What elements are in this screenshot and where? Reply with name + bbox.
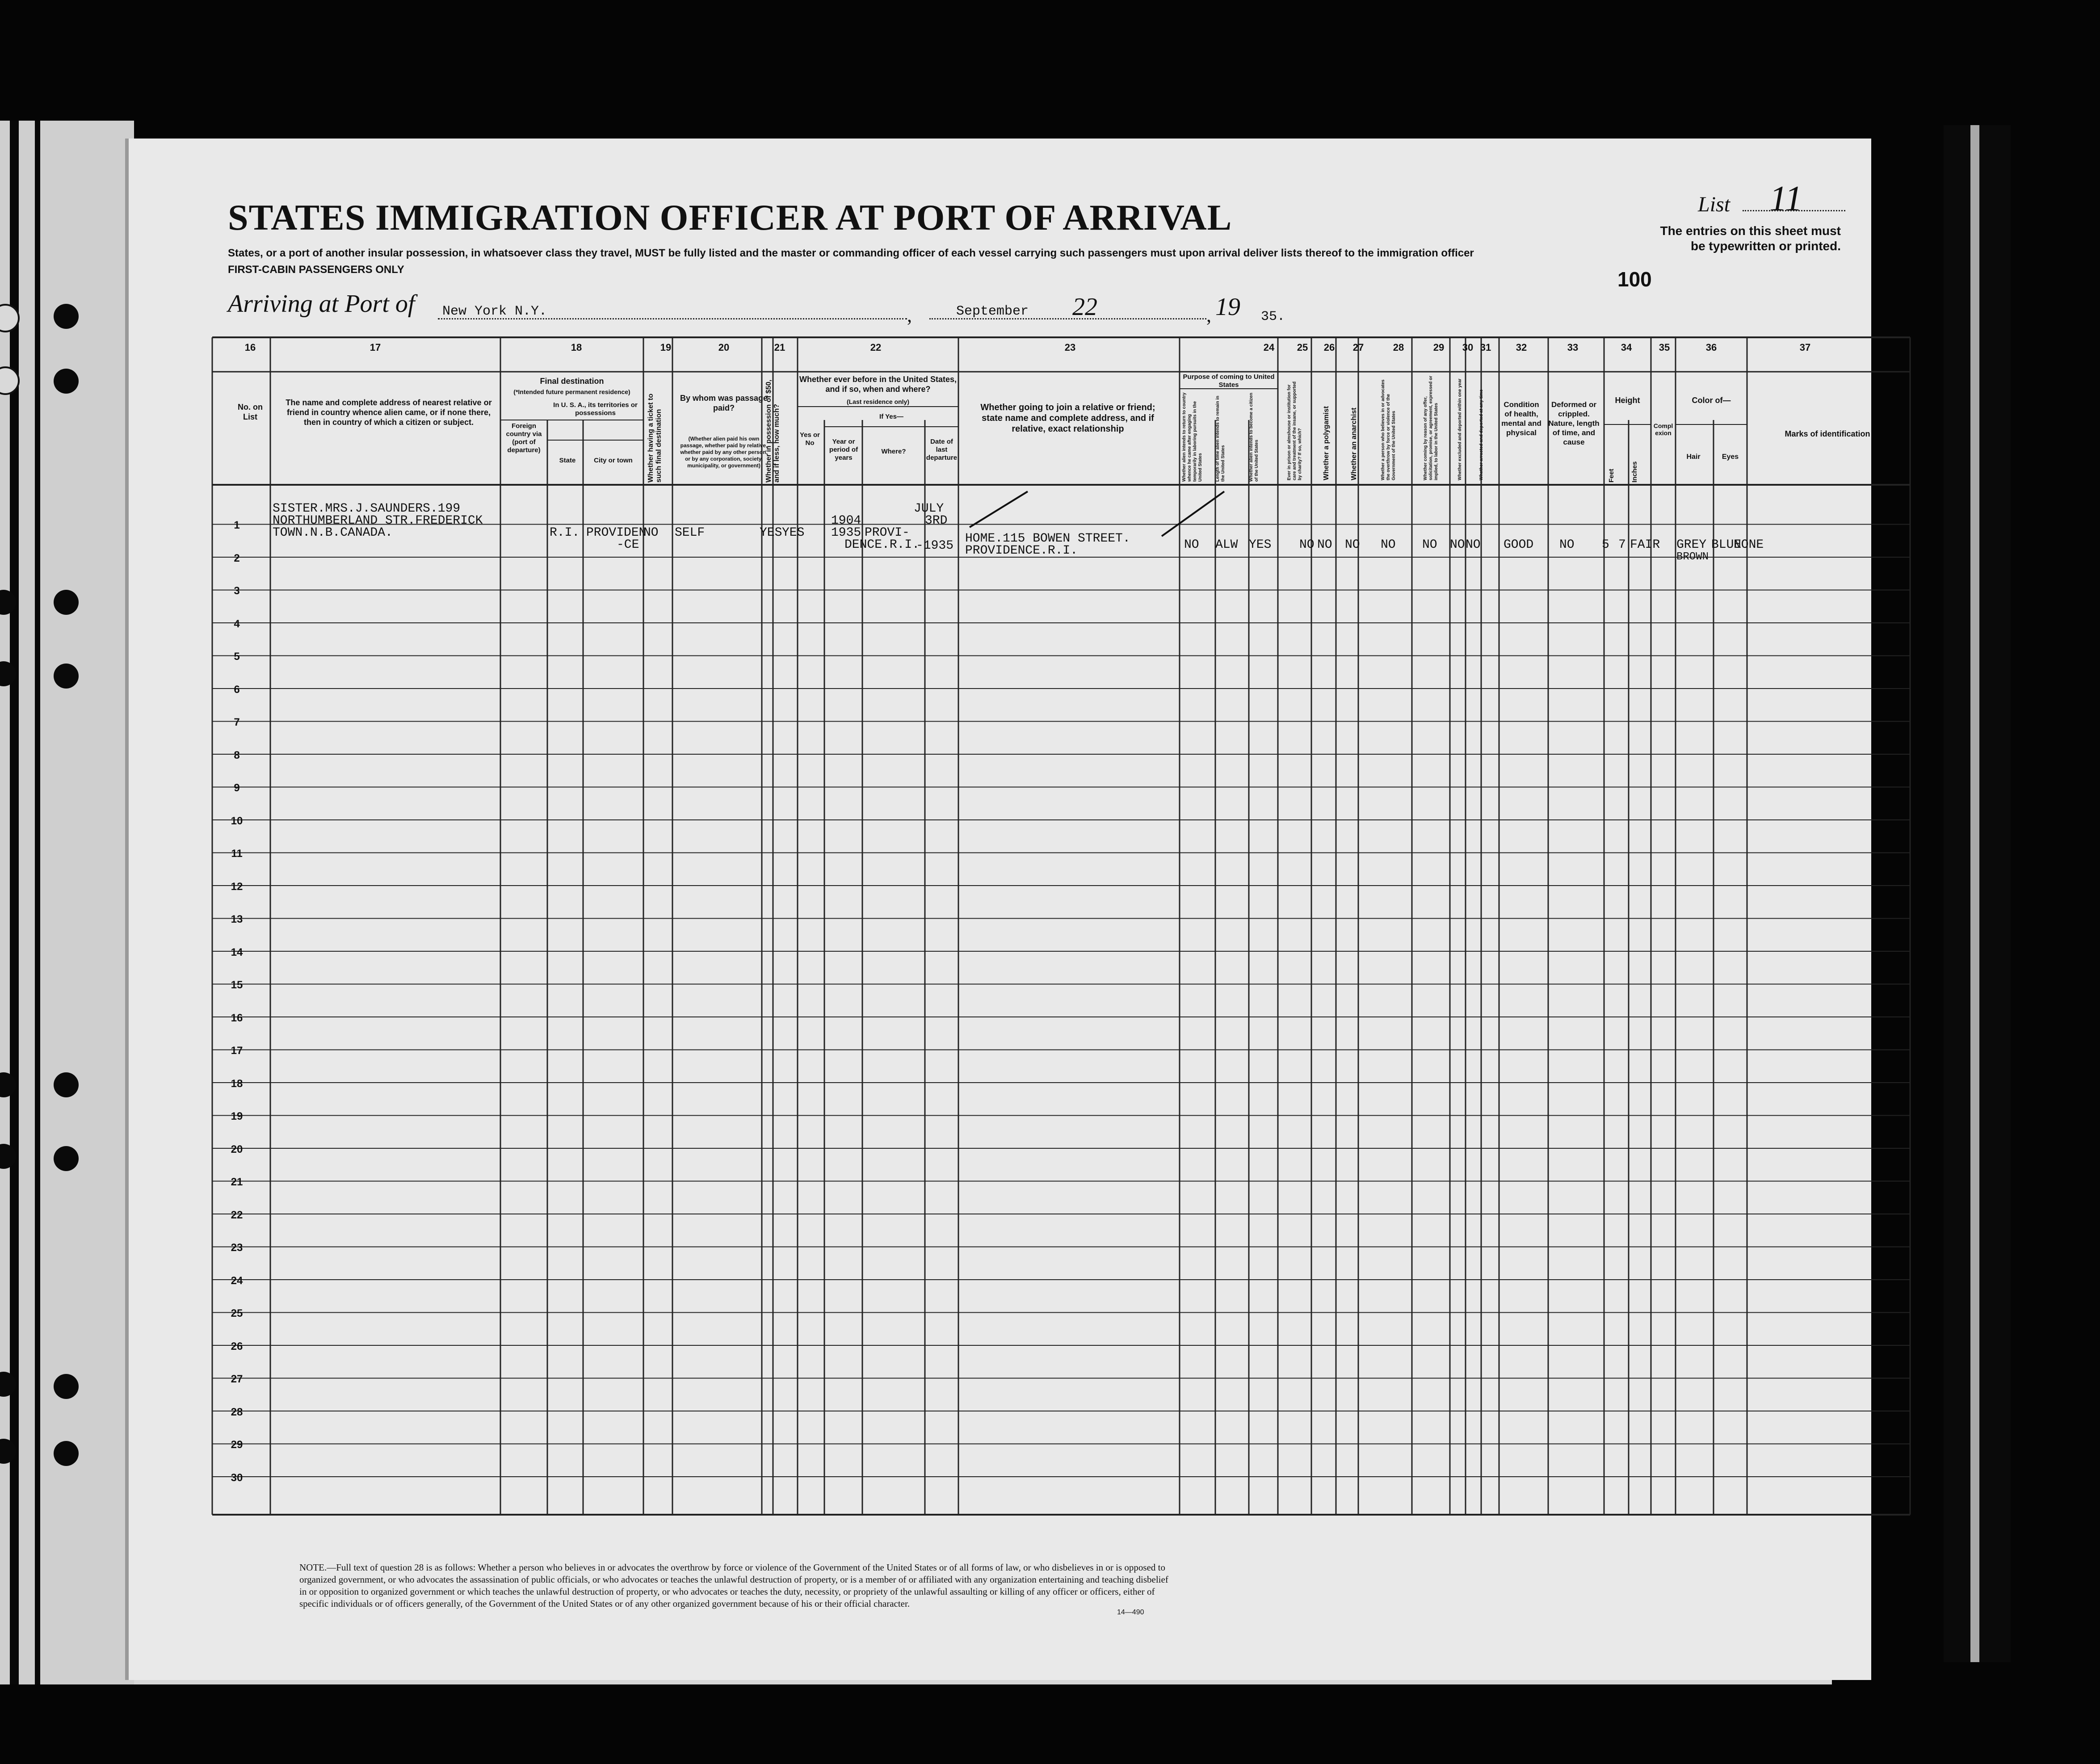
condition-value: GOOD: [1504, 538, 1534, 552]
header-city: City or town: [594, 457, 633, 464]
row-number: 22: [231, 1209, 243, 1221]
column-number: 17: [370, 342, 381, 353]
arrival-day: 22: [1072, 293, 1097, 321]
join-line-1: HOME.115 BOWEN STREET.: [965, 532, 1130, 546]
destination-state: R.I.: [550, 526, 580, 540]
instruction-line: The entries on this sheet must: [1660, 224, 1841, 238]
page-title: STATES IMMIGRATION OFFICER AT PORT OF ARRIVAL: [228, 197, 1232, 238]
complexion-value: FAIR: [1630, 538, 1660, 552]
column-number: 35: [1659, 342, 1670, 353]
relative-line-3: TOWN.N.B.CANADA.: [273, 526, 393, 540]
column-number: 16: [244, 342, 256, 353]
arrival-month: September: [956, 304, 1029, 319]
where-2: DENCE.R.I.: [844, 538, 920, 552]
page-number: 100: [1617, 268, 1652, 291]
footnote-question-28: NOTE.—Full text of question 28 is as follows: Whether a person who believes in or advocates the overthrow by force or violence of the Government of the United States or of all forms of law, or who disbelieves in or is opposed to organized government, or who advocates the assassination of public officials, or who advocates or teaches the unlawful destruction of property, or is a member of or affiliated with any organization entertaining and teaching disbelief in or opposition to organized government or which teaches the unlawful destruction of property, or who advocates or teaches the duty, necessity, or propriety of the unlawful assaulting or killing of any officer or officers, either of specific individuals or of officers generally, of the Government of the United States or of any other organized government because of his or their official character.: [299, 1562, 1168, 1609]
eyes-value: BLUE: [1711, 538, 1742, 552]
passenger-class: FIRST-CABIN PASSENGERS ONLY: [228, 264, 404, 276]
height-feet-value: 5: [1602, 538, 1609, 552]
header-state: State: [559, 457, 576, 464]
possession-value: YES: [760, 526, 782, 540]
row-number: 24: [231, 1274, 243, 1287]
row-number: 29: [231, 1439, 243, 1451]
header-col30: Whether excluded and deported within one year: [1457, 378, 1462, 480]
row-number: 13: [231, 913, 243, 925]
row-number: 5: [234, 651, 240, 663]
header-date-departure: Date of last departure: [926, 438, 958, 462]
destination-city: PROVIDEN: [586, 526, 647, 540]
row-number: 8: [234, 749, 240, 761]
header-year-period: Year or period of years: [829, 438, 858, 462]
arrival-year-prefix: 19: [1215, 293, 1240, 321]
header-final-destination-note: (*Intended future permanent residence): [513, 388, 630, 395]
hand-stroke: [970, 491, 1028, 527]
col28-value: NO: [1381, 538, 1396, 552]
header-in-usa: In U. S. A., its territories or possessions: [553, 401, 638, 417]
header-complexion: Complexion: [1653, 422, 1673, 437]
deformed-value: NO: [1559, 538, 1575, 552]
header-hair: Hair: [1686, 453, 1701, 461]
row-number: 11: [231, 848, 243, 860]
header-feet: Feet: [1608, 469, 1615, 483]
column-number: 27: [1352, 342, 1364, 353]
row-number: 14: [231, 946, 243, 958]
row-number: 15: [231, 979, 243, 991]
relative-line-1: SISTER.MRS.J.SAUNDERS.199: [273, 502, 461, 516]
row-number: 18: [231, 1077, 243, 1090]
row-number: 17: [231, 1045, 243, 1057]
header-eyes: Eyes: [1722, 453, 1739, 461]
row-number: 4: [234, 617, 240, 630]
where-1: PROVI-: [865, 526, 910, 540]
row-number: 23: [231, 1242, 243, 1254]
col25-value: NO: [1299, 538, 1315, 552]
header-possession-50: Whether in possession of $50, and if less, how much?: [765, 379, 781, 483]
ticket-value: NO: [643, 526, 659, 540]
anarchist-value: NO: [1345, 538, 1360, 552]
year-period-1: 1904: [831, 514, 861, 528]
column-number: 37: [1799, 342, 1811, 353]
row-number: 28: [231, 1406, 243, 1418]
column-number: 21: [774, 342, 785, 353]
list-number: 11: [1769, 179, 1803, 218]
header-foreign-country: Foreign country via (port of departure): [506, 422, 542, 454]
header-where: Where?: [881, 448, 906, 455]
row-number: 3: [234, 585, 240, 597]
row-number: 25: [231, 1307, 243, 1319]
header-condition: Condition of health, mental and physical: [1501, 400, 1541, 437]
relative-line-2: NORTHUMBERLAND STR.FREDERICK: [273, 514, 483, 528]
ever-before-value: YES: [782, 526, 805, 540]
header-ticket: Whether having a ticket to such final destination: [647, 393, 663, 483]
column-number: 34: [1621, 342, 1632, 353]
row-number: 9: [234, 782, 240, 794]
destination-city-continued: -CE: [617, 538, 639, 552]
year-period-2: 1935: [831, 526, 861, 540]
column-number: 26: [1323, 342, 1335, 353]
row-number: 30: [231, 1471, 243, 1484]
header-inches: Inches: [1631, 461, 1638, 483]
column-number: 20: [718, 342, 730, 353]
column-number: 29: [1433, 342, 1445, 353]
row-number: 16: [231, 1012, 243, 1024]
row-number: 6: [234, 683, 240, 696]
header-ever-before: Whether ever before in the United States, and if so, when and where?: [799, 375, 957, 394]
comma: ,: [1206, 304, 1211, 326]
row-number: 20: [231, 1143, 243, 1155]
list-label: List: [1698, 193, 1730, 216]
row-number: 12: [231, 880, 243, 893]
comma: ,: [907, 304, 912, 326]
row-number: 10: [231, 815, 243, 827]
row-number: 1: [234, 519, 240, 531]
purpose-b-value: ALW: [1215, 538, 1238, 552]
column-number: 19: [660, 342, 672, 353]
header-col31: Whether arrested and deported at any time: [1479, 389, 1484, 480]
departure-date-2: 3RD: [925, 514, 948, 528]
join-line-2: PROVIDENCE.R.I.: [965, 544, 1078, 558]
header-purpose-c: Whether alien intends to become a citizen of the United States: [1249, 393, 1259, 482]
row-number: 19: [231, 1110, 243, 1122]
column-number: 22: [870, 342, 882, 353]
polygamist-value: NO: [1317, 538, 1332, 552]
header-purpose-a: Whether alien intends to return to country whence he came after engaging temporarily in laboring pursuits in the United States: [1182, 392, 1203, 482]
passage-paid-value: SELF: [675, 526, 705, 540]
header-final-destination: Final destination: [540, 377, 604, 386]
arrival-port: New York N.Y.: [442, 304, 547, 319]
row-number: 27: [231, 1373, 243, 1385]
column-number: 28: [1393, 342, 1404, 353]
header-col25: Ever in prison or almshouse or institution for care and treatment of the insane, or supported by charity? If so, which?: [1287, 381, 1302, 480]
row-number: 7: [234, 716, 240, 728]
col30-value: NO: [1450, 538, 1465, 552]
header-passage-paid: By whom was passage paid?: [680, 394, 768, 412]
row-number: 26: [231, 1340, 243, 1352]
row-number: 2: [234, 552, 240, 564]
column-number: 36: [1705, 342, 1717, 353]
header-yes-or-no: Yes or No: [799, 431, 820, 447]
header-passage-paid-note: (Whether alien paid his own passage, whether paid by relative, whether paid by any other person, or by any corporation, society, municipality, or government): [680, 436, 768, 469]
column-number: 33: [1567, 342, 1579, 353]
header-col29: Whether coming by reason of any offer, solicitation, promise, or agreement, expressed or implied, to labor in the United States: [1423, 376, 1439, 480]
height-inches-value: 7: [1618, 538, 1626, 552]
row-number: 21: [231, 1176, 243, 1188]
column-number: 24: [1263, 342, 1275, 353]
column-number: 18: [571, 342, 582, 353]
hair-value-1: GREY: [1676, 538, 1707, 552]
purpose-c-value: YES: [1249, 538, 1272, 552]
header-purpose-b: Length of time alien intends to remain in the United States: [1215, 395, 1226, 482]
subtitle: States, or a port of another insular possession, in whatsoever class they travel, MUST be fully listed and the master or commanding officer of each vessel carrying such passengers must upon arrival deliver lists thereof to the immigration officer: [228, 247, 1474, 259]
header-anarchist: Whether an anarchist: [1350, 407, 1358, 480]
header-col28: Whether a person who believes in or advocates the overthrow by force or violence of the Government of the United States: [1381, 379, 1396, 480]
form-number: 14—490: [1117, 1609, 1144, 1616]
hand-stroke: [1162, 491, 1224, 536]
arriving-label: Arriving at Port of: [228, 290, 415, 318]
column-number: 31: [1480, 342, 1491, 353]
departure-date-3: -1935: [916, 539, 954, 553]
column-number: 32: [1516, 342, 1527, 353]
header-if-yes: If Yes—: [879, 413, 903, 420]
column-number: 23: [1064, 342, 1076, 353]
header-height: Height: [1615, 396, 1640, 405]
instruction-line: be typewritten or printed.: [1690, 239, 1841, 253]
column-number: 30: [1462, 342, 1474, 353]
header-deformed: Deformed or crippled. Nature, length of time, and cause: [1548, 400, 1600, 446]
departure-date-1: JULY: [914, 502, 944, 516]
header-nearest-relative: The name and complete address of nearest relative or friend in country whence alien came, or if none there, then in country of which a citizen or subject.: [286, 398, 492, 427]
header-going-to-join: Whether going to join a relative or friend; state name and complete address, and if relative, exact relationship: [980, 403, 1155, 434]
purpose-a-value: NO: [1184, 538, 1199, 552]
header-polygamist: Whether a polygamist: [1323, 406, 1330, 480]
marks-value: NONE: [1734, 538, 1764, 552]
col31-value: NO: [1466, 538, 1481, 552]
header-purpose: Purpose of coming to United States: [1183, 373, 1275, 389]
col29-value: NO: [1422, 538, 1437, 552]
hair-value-2: BROWN: [1676, 551, 1709, 563]
header-ever-before-note: (Last residence only): [846, 398, 910, 405]
header-marks: Marks of identification: [1785, 429, 1870, 438]
header-color-of: Color of—: [1692, 396, 1731, 405]
column-number: 25: [1297, 342, 1308, 353]
arrival-year-suffix: 35.: [1261, 309, 1285, 324]
header-no-on-list: No. on List: [238, 403, 263, 421]
